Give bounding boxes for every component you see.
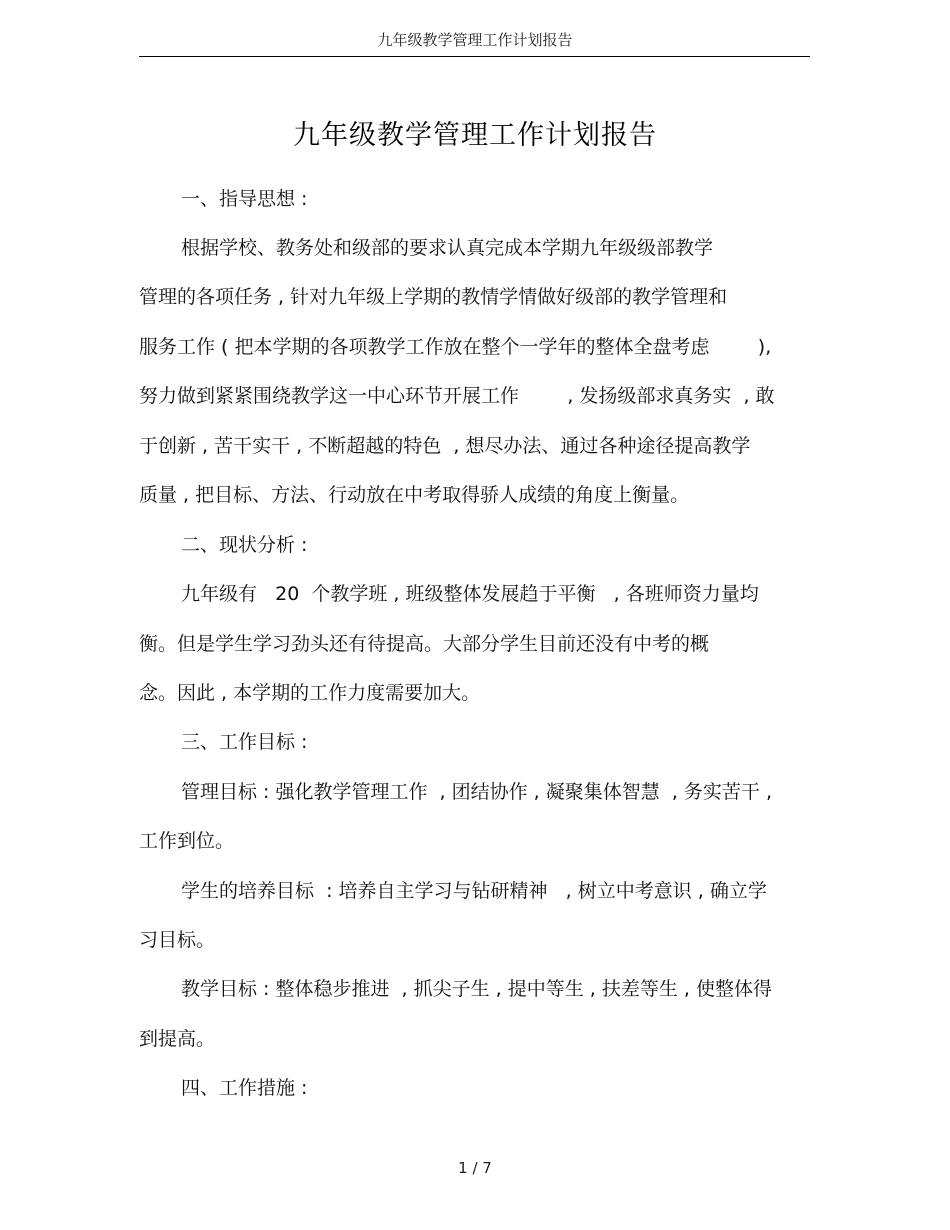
paragraph-line: 于创新 , 苦干实干 , 不断超越的特色 , 想尽办法、通过各种途径提高教学 bbox=[139, 435, 751, 457]
paragraph-line: 衡。但是学生学习劲头还有待提高。大部分学生目前还没有中考的概 bbox=[139, 633, 710, 655]
paragraph-line: 服务工作 ( 把本学期的各项教学工作放在整个一学年的整体全盘考虑 ), bbox=[139, 336, 772, 358]
paragraph-line: 九年级有 20 个教学班 , 班级整体发展趋于平衡 , 各班师资力量均 bbox=[181, 583, 759, 605]
paragraph-line: 到提高。 bbox=[139, 1028, 216, 1050]
section-heading-work-measures: 四、工作措施 : bbox=[181, 1077, 308, 1099]
running-header-title: 九年级教学管理工作计划报告 bbox=[377, 31, 573, 49]
page-number: 1 / 7 bbox=[458, 1159, 492, 1177]
paragraph-line: 努力做到紧紧围绕教学这一中心环节开展工作 , 发扬级部求真务实 , 敢 bbox=[139, 385, 775, 407]
paragraph-line: 教学目标 : 整体稳步推进 , 抓尖子生 , 提中等生 , 扶差等生 , 使整体得 bbox=[181, 978, 772, 1000]
paragraph-line: 工作到位。 bbox=[139, 830, 235, 852]
paragraph-line: 习目标。 bbox=[139, 929, 216, 951]
paragraph-line: 管理目标 : 强化教学管理工作 , 团结协作 , 凝聚集体智慧 , 务实苦干 , bbox=[181, 781, 772, 803]
section-heading-guiding-ideology: 一、指导思想 : bbox=[181, 188, 308, 210]
paragraph-line: 念。因此 , 本学期的工作力度需要加大。 bbox=[139, 682, 481, 704]
header-divider bbox=[139, 56, 810, 57]
section-heading-status-analysis: 二、现状分析 : bbox=[181, 534, 308, 556]
paragraph-line: 质量 , 把目标、方法、行动放在中考取得骄人成绩的角度上衡量。 bbox=[139, 484, 690, 506]
paragraph-line: 学生的培养目标 : 培养自主学习与钻研精神 , 树立中考意识 , 确立学 bbox=[181, 880, 767, 902]
paragraph-line: 管理的各项任务 , 针对九年级上学期的教情学情做好级部的教学管理和 bbox=[139, 286, 728, 308]
section-heading-work-goals: 三、工作目标 : bbox=[181, 731, 308, 753]
paragraph-line: 根据学校、教务处和级部的要求认真完成本学期九年级级部教学 bbox=[181, 237, 714, 259]
document-title: 九年级教学管理工作计划报告 bbox=[293, 120, 657, 151]
